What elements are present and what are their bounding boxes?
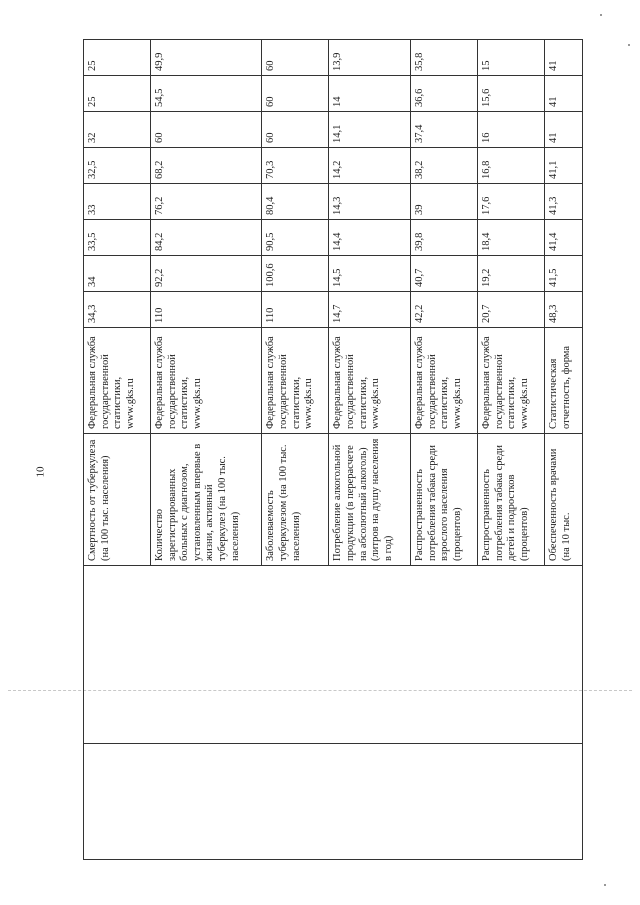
year-value: 13,9 [329,40,411,76]
year-value: 41,3 [545,184,583,220]
year-value: 14,7 [329,292,411,328]
year-value: 16,8 [478,148,545,184]
year-value: 60 [151,112,262,148]
year-value: 100,6 [262,256,329,292]
year-value: 110 [151,292,262,328]
year-value: 34 [84,256,151,292]
year-value: 14,5 [329,256,411,292]
year-value: 35,8 [411,40,478,76]
year-value: 48,3 [545,292,583,328]
data-source: Федеральная служба государственной статистики, www.gks.ru [478,328,545,434]
year-value: 41,4 [545,220,583,256]
year-value: 37,4 [411,112,478,148]
page-number: 10 [34,466,47,478]
table-row [262,40,329,860]
table-row [478,40,545,860]
year-value: 60 [262,76,329,112]
data-source: Статистическая отчетность, форма [545,328,583,434]
year-value: 14,2 [329,148,411,184]
year-value: 49,9 [151,40,262,76]
year-value: 92,2 [151,256,262,292]
year-value: 68,2 [151,148,262,184]
year-value: 32 [84,112,151,148]
year-value: 76,2 [151,184,262,220]
data-source: Федеральная служба государственной статистики, www.gks.ru [262,328,329,434]
year-value: 80,4 [262,184,329,220]
year-value: 15 [478,40,545,76]
year-value: 90,5 [262,220,329,256]
indicator-name: Потребление алкогольной продукции (в перерасчете на абсолютный алкоголь) (литров на душу населения в год) [329,434,411,566]
year-value: 41 [545,112,583,148]
year-value: 16 [478,112,545,148]
year-value: 41 [545,40,583,76]
year-value: 42,2 [411,292,478,328]
year-value: 18,4 [478,220,545,256]
data-source: Федеральная служба государственной статистики, www.gks.ru [411,328,478,434]
table-row [329,40,411,860]
indicator-name: Распространенность потребления табака среди взрослого населения (процентов) [411,434,478,566]
indicator-name: Распространенность потребления табака среди детей и подростков (процентов) [478,434,545,566]
year-value: 39,8 [411,220,478,256]
year-value: 33,5 [84,220,151,256]
year-value: 14,1 [329,112,411,148]
empty-cell [545,566,583,744]
year-value: 15,6 [478,76,545,112]
year-value: 110 [262,292,329,328]
year-value: 20,7 [478,292,545,328]
year-value: 17,6 [478,184,545,220]
empty-cell [262,566,329,744]
indicator-name: Количество зарегистрированных больных с диагнозом, установленным впервые в жизни, активный туберкулез (на 100 тыс. населения) [151,434,262,566]
empty-cell [329,566,411,744]
scan-dot [628,44,630,46]
year-value: 70,3 [262,148,329,184]
empty-cell [545,744,583,860]
empty-cell [151,744,262,860]
table-row [84,40,151,860]
year-value: 39 [411,184,478,220]
table-row [151,40,262,860]
year-value: 14,4 [329,220,411,256]
year-value: 60 [262,112,329,148]
indicator-name: Заболеваемость туберкулезом (на 100 тыс. населения) [262,434,329,566]
year-value: 84,2 [151,220,262,256]
indicators-table [83,39,583,860]
empty-cell [478,744,545,860]
year-value: 34,3 [84,292,151,328]
year-value: 36,6 [411,76,478,112]
empty-cell [84,566,151,744]
year-value: 38,2 [411,148,478,184]
data-source: Федеральная служба государственной статистики, www.gks.ru [151,328,262,434]
empty-cell [262,744,329,860]
year-value: 25 [84,76,151,112]
data-source: Федеральная служба государственной статистики, www.gks.ru [329,328,411,434]
year-value: 25 [84,40,151,76]
year-value: 14,3 [329,184,411,220]
table-row [545,40,583,860]
year-value: 41 [545,76,583,112]
data-source: Федеральная служба государственной статистики, www.gks.ru [84,328,151,434]
scan-dot [600,14,602,16]
indicator-name: Обеспеченность врачами (на 10 тыс. [545,434,583,566]
year-value: 33 [84,184,151,220]
scan-dot [604,884,606,886]
empty-cell [329,744,411,860]
empty-cell [84,744,151,860]
empty-cell [151,566,262,744]
year-value: 54,5 [151,76,262,112]
empty-cell [478,566,545,744]
year-value: 14 [329,76,411,112]
year-value: 40,7 [411,256,478,292]
year-value: 19,2 [478,256,545,292]
year-value: 60 [262,40,329,76]
indicator-name: Смертность от туберкулеза (на 100 тыс. населения) [84,434,151,566]
table-row [411,40,478,860]
year-value: 41,1 [545,148,583,184]
empty-cell [411,744,478,860]
empty-cell [411,566,478,744]
rotated-table-wrapper [83,40,583,860]
year-value: 32,5 [84,148,151,184]
year-value: 41,5 [545,256,583,292]
